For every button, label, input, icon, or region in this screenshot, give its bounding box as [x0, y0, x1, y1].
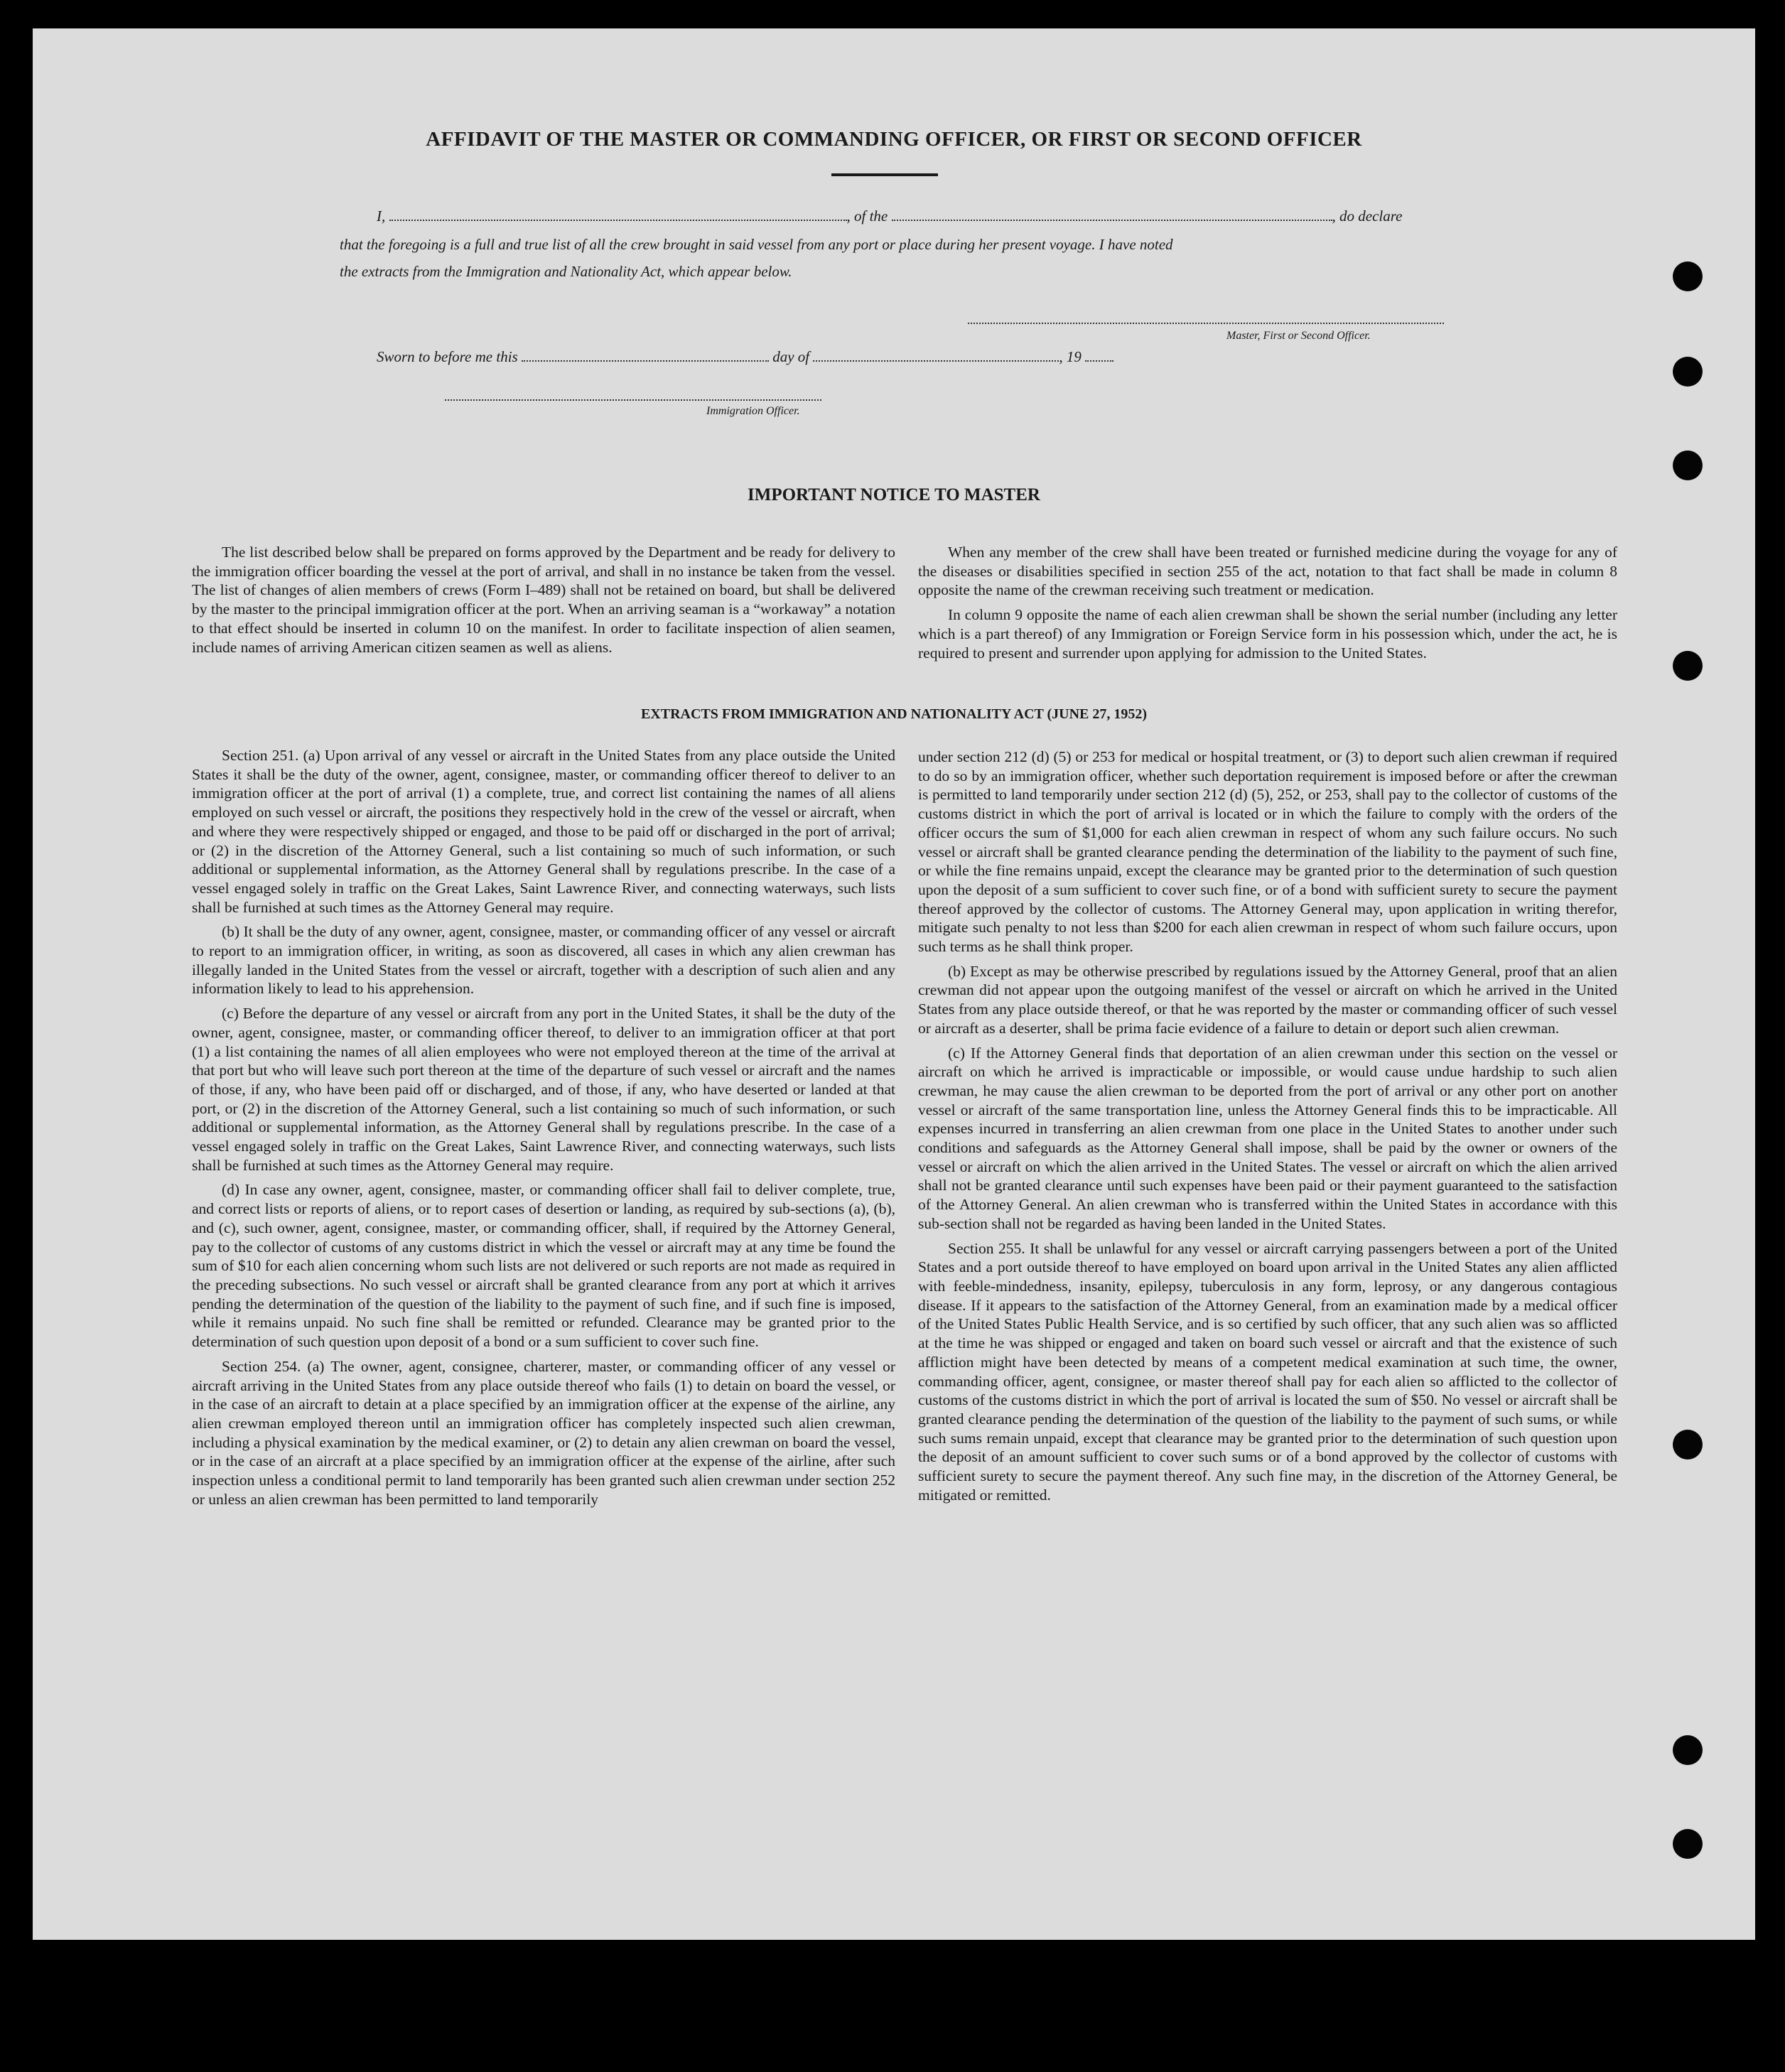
do-declare-label: , do declare — [1332, 207, 1403, 225]
notice-heading: IMPORTANT NOTICE TO MASTER — [748, 485, 1040, 504]
notice-left-paragraph: The list described below shall be prepared on forms approved by the Department and be ready for delivery to the immigration officer boarding the vessel at the port of arrival, and shall in no instance be taken from the vessel. The list of changes of alien members of crews (Form I–489) shall not be retained on board, but shall be delivered by the master to the principal immigration officer at the port. When an arriving seaman is a “workaway” a notation to that effect should be inserted in column 10 on the manifest. In order to facilitate inspection of alien seamen, include names of arriving American citizen seamen as well as aliens. — [192, 544, 895, 656]
section-251-c: (c) Before the departure of any vessel or aircraft from any port in the United States, it shall be the duty of the owner, agent, consignee, master, or commanding officer thereof, to deliver to an immigration officer at that port (1) a list containing the names of all alien employees who were not employed thereon at the time of the arrival at that port but who will leave such port thereon at the time of the departure of such vessel or aircraft and the names of those, if any, who have been paid off or discharged, and of those, if any, who have deserted or landed at that port, or (2) in the discretion of the Attorney General, such a list containing so much of such information, or such additional or supplemental information, as the Attorney General shall by regulations prescribe. In the case of a vessel engaged solely in traffic on the Great Lakes, Saint Lawrence River, and connecting waterways, such lists shall be furnished at such times as the Attorney General may require. — [192, 1005, 895, 1174]
binder-hole — [1673, 1735, 1703, 1765]
immigration-officer-signature-line[interactable] — [445, 399, 821, 401]
sworn-line — [377, 350, 1113, 365]
section-254-c: (c) If the Attorney General finds that deportation of an alien crewman under this section on the vessel or aircraft on which he arrived is impracticable or impossible, or would cause undue hardship to such alien crewman, he may cause the alien crewman to be deported from the port of arrival or any other port on another vessel or aircraft of the same transportation line, unless the Attorney General finds this to be impracticable. All expenses incurred in transferring an alien crewman from one place in the United States to another under such conditions and safeguards as the Attorney General shall impose, shall be paid by the owner or owners of the vessel or aircraft on which the alien arrived in the United States. The vessel or aircraft on which the alien arrived shall not be granted clearance until such expenses have been paid or their payment guaranteed to the satisfaction of the Attorney General. An alien crewman who is transferred within the United States in accordance with this sub-section shall not be regarded as having been landed in the United States. — [918, 1044, 1617, 1232]
form-title: AFFIDAVIT OF THE MASTER OR COMMANDING OFFICER, OR FIRST OR SECOND OFFICER — [426, 128, 1362, 151]
section-254-a-continued: under section 212 (d) (5) or 253 for medical or hospital treatment, or (3) to deport such alien crewman if required to do so by an immigration officer, whether such deportation requirement is imposed before or after the crewman is permitted to land temporarily under section 212 (d) (5), 252, or 253, shall pay to the collector of customs of the customs district in which the port of arrival is located or in which the failure to comply with the orders of the officer occurs the sum of $1,000 for each alien crewman in respect of whom any such failure occurs. No such vessel or aircraft shall be granted clearance pending the determination of the liability to the payment of such fine, or while the fine remains unpaid, except the clearance may be granted prior to the determination of such question upon the deposit of a sum sufficient to cover such fine, or of a bond with sufficient surety to secure the payment thereof approved by the collector of customs. The Attorney General may, upon application in writing therefor, mitigate such penalty to not less than $200 for each alien crewman in respect of whom such failure occurs, upon such terms as he shall think proper. — [918, 748, 1617, 956]
extracts-heading: EXTRACTS FROM IMMIGRATION AND NATIONALITY ACT (JUNE 27, 1952) — [640, 706, 1148, 722]
form-page — [33, 28, 1755, 1940]
declaration-line-3: the extracts from the Immigration and Nationality Act, which appear below. — [340, 263, 792, 280]
title-underline — [831, 173, 938, 176]
extracts-right-column — [918, 748, 1617, 1510]
section-251-a: Section 251. (a) Upon arrival of any vessel or aircraft in the United States from any place outside the United States it shall be the duty of the owner, agent, consignee, master, or commanding officer thereof to deliver to an immigration officer at the port of arrival (1) a complete, true, and correct list containing the names of all aliens employed on such vessel or aircraft, the positions they respectively hold in the crew of the vessel or aircraft, when and where they were respectively shipped or engaged, and those to be paid off or discharged in the port of arrival; or (2) in the discretion of the Attorney General, such a list containing so much of such information, or such additional or supplemental information, as the Attorney General shall by regulations prescribe. In the case of a vessel engaged solely in traffic on the Great Lakes, Saint Lawrence River, and connecting waterways, such lists shall be furnished at such times as the Attorney General may require. — [192, 747, 895, 916]
sworn-month-blank[interactable] — [813, 357, 1059, 362]
notice-right-paragraph-1: When any member of the crew shall have been treated or furnished medicine during the voyage for any of the diseases or disabilities specified in section 255 of the act, notation to that fact shall be made in column 8 opposite the name of the crewman receiving such treatment or medication. — [918, 544, 1617, 599]
of-the-label: , of the — [846, 207, 888, 225]
binder-hole — [1673, 357, 1703, 387]
extracts-left-column — [192, 746, 895, 1514]
master-signature-label: Master, First or Second Officer. — [1226, 330, 1371, 342]
master-signature-line[interactable] — [968, 323, 1444, 324]
notice-right-paragraph-2: In column 9 opposite the name of each alien crewman shall be shown the serial number (including any letter which is a part thereof) of any Immigration or Foreign Service form in his possession which, under the act, he is required to present and surrender upon applying for admission to the United States. — [918, 606, 1617, 662]
section-251-b: (b) It shall be the duty of any owner, agent, consignee, master, or commanding officer of any vessel or aircraft to report to an immigration officer, in writing, as soon as discovered, all cases in which any alien crewman has illegally landed in the United States from the vessel or aircraft, together with a description of such alien and any information likely to lead to his apprehension. — [192, 923, 895, 998]
sworn-year-blank[interactable] — [1085, 357, 1113, 362]
binder-hole — [1673, 1430, 1703, 1459]
i-label: I, — [377, 207, 386, 225]
day-of-label: day of — [772, 348, 810, 365]
vessel-blank[interactable] — [892, 217, 1332, 221]
section-254-a: Section 254. (a) The owner, agent, consignee, charterer, master, or commanding officer of any vessel or aircraft arriving in the United States from any place outside thereof who fails (1) to detain on board the vessel, or in the case of an aircraft to detain at a place specified by an immigration officer at the expense of the airline, any alien crewman employed thereon until an immigration officer has completely inspected such alien crewman, including a physical examination by the medical examiner, or (2) to detain any alien crewman on board the vessel, or in the case of an aircraft at a place specified by an immigration officer at the expense of the airline, after such inspection unless a conditional permit to land temporarily has been granted such alien crewman under section 252 or unless an alien crewman has been permitted to land temporarily — [192, 1357, 895, 1508]
immigration-officer-label: Immigration Officer. — [706, 405, 800, 417]
binder-hole — [1673, 261, 1703, 291]
year-label: , 19 — [1059, 348, 1082, 365]
sworn-day-blank[interactable] — [522, 357, 769, 362]
binder-hole — [1673, 651, 1703, 681]
notice-right-column — [918, 543, 1617, 668]
declaration-line-2: that the foregoing is a full and true list of all the crew brought in said vessel from any port or place during her present voyage. I have noted — [340, 236, 1173, 253]
name-blank[interactable] — [389, 217, 847, 221]
section-255: Section 255. It shall be unlawful for any vessel or aircraft carrying passengers between a port of the United States and a port outside thereof to have employed on board upon arrival in the United States any alien afflicted with feeble-mindedness, insanity, epilepsy, tuberculosis in any form, leprosy, or any dangerous contagious disease. If it appears to the satisfaction of the Attorney General, from an examination made by a medical officer of the United States Public Health Service, and is so certified by such officer, that any such alien was so afflicted at the time he was shipped or engaged and taken on board such vessel or aircraft and that the existence of such affliction might have been detected by means of a competent medical examination at such time, the owner, commanding officer, agent, consignee, or master thereof shall pay for each alien so afflicted to the collector of customs of the customs district in which the port of arrival is located the sum of $50. No vessel or aircraft shall be granted clearance pending the determination of the question of the liability to the payment of such sums, or while such sums remain unpaid, except that clearance may be granted prior to the determination of such question upon the deposit of an amount sufficient to cover such sums or of a bond approved by the collector of customs with sufficient surety to secure the payment thereof. Any such fine may, in the discretion of the Attorney General, be mitigated or remitted. — [918, 1239, 1617, 1504]
binder-hole — [1673, 450, 1703, 480]
declaration-line-1 — [377, 209, 1402, 224]
binder-hole — [1673, 1829, 1703, 1859]
notice-left-column — [192, 543, 895, 662]
sworn-label: Sworn to before me this — [377, 348, 518, 365]
section-254-b: (b) Except as may be otherwise prescribed by regulations issued by the Attorney General, proof that an alien crewman did not appear upon the outgoing manifest of the vessel or aircraft on which he arrived in the United States from any place outside thereof, or that he was reported by the master or commanding officer of such vessel or aircraft as a deserter, shall be prima facie evidence of a failure to detain or deport such alien crewman. — [918, 962, 1617, 1037]
section-251-d: (d) In case any owner, agent, consignee, master, or commanding officer shall fail to deliver complete, true, and correct lists or reports of aliens, or to report cases of desertion or landing, as required by sub-sections (a), (b), and (c), such owner, agent, consignee, master, or commanding officer, shall, if required by the Attorney General, pay to the collector of customs of any customs district in which the vessel or aircraft may at any time be found the sum of $10 for each alien concerning whom such lists are not delivered or such reports are not made as required in the preceding subsections. No such vessel or aircraft shall be granted clearance from any port at which it arrives pending the determination of the question of the liability to the payment of such fine, and if such fine is imposed, while it remains unpaid. No such fine shall be remitted or refunded. Clearance may be granted prior to the determination of such question upon deposit of a bond or a sum sufficient to cover such fine. — [192, 1181, 895, 1351]
